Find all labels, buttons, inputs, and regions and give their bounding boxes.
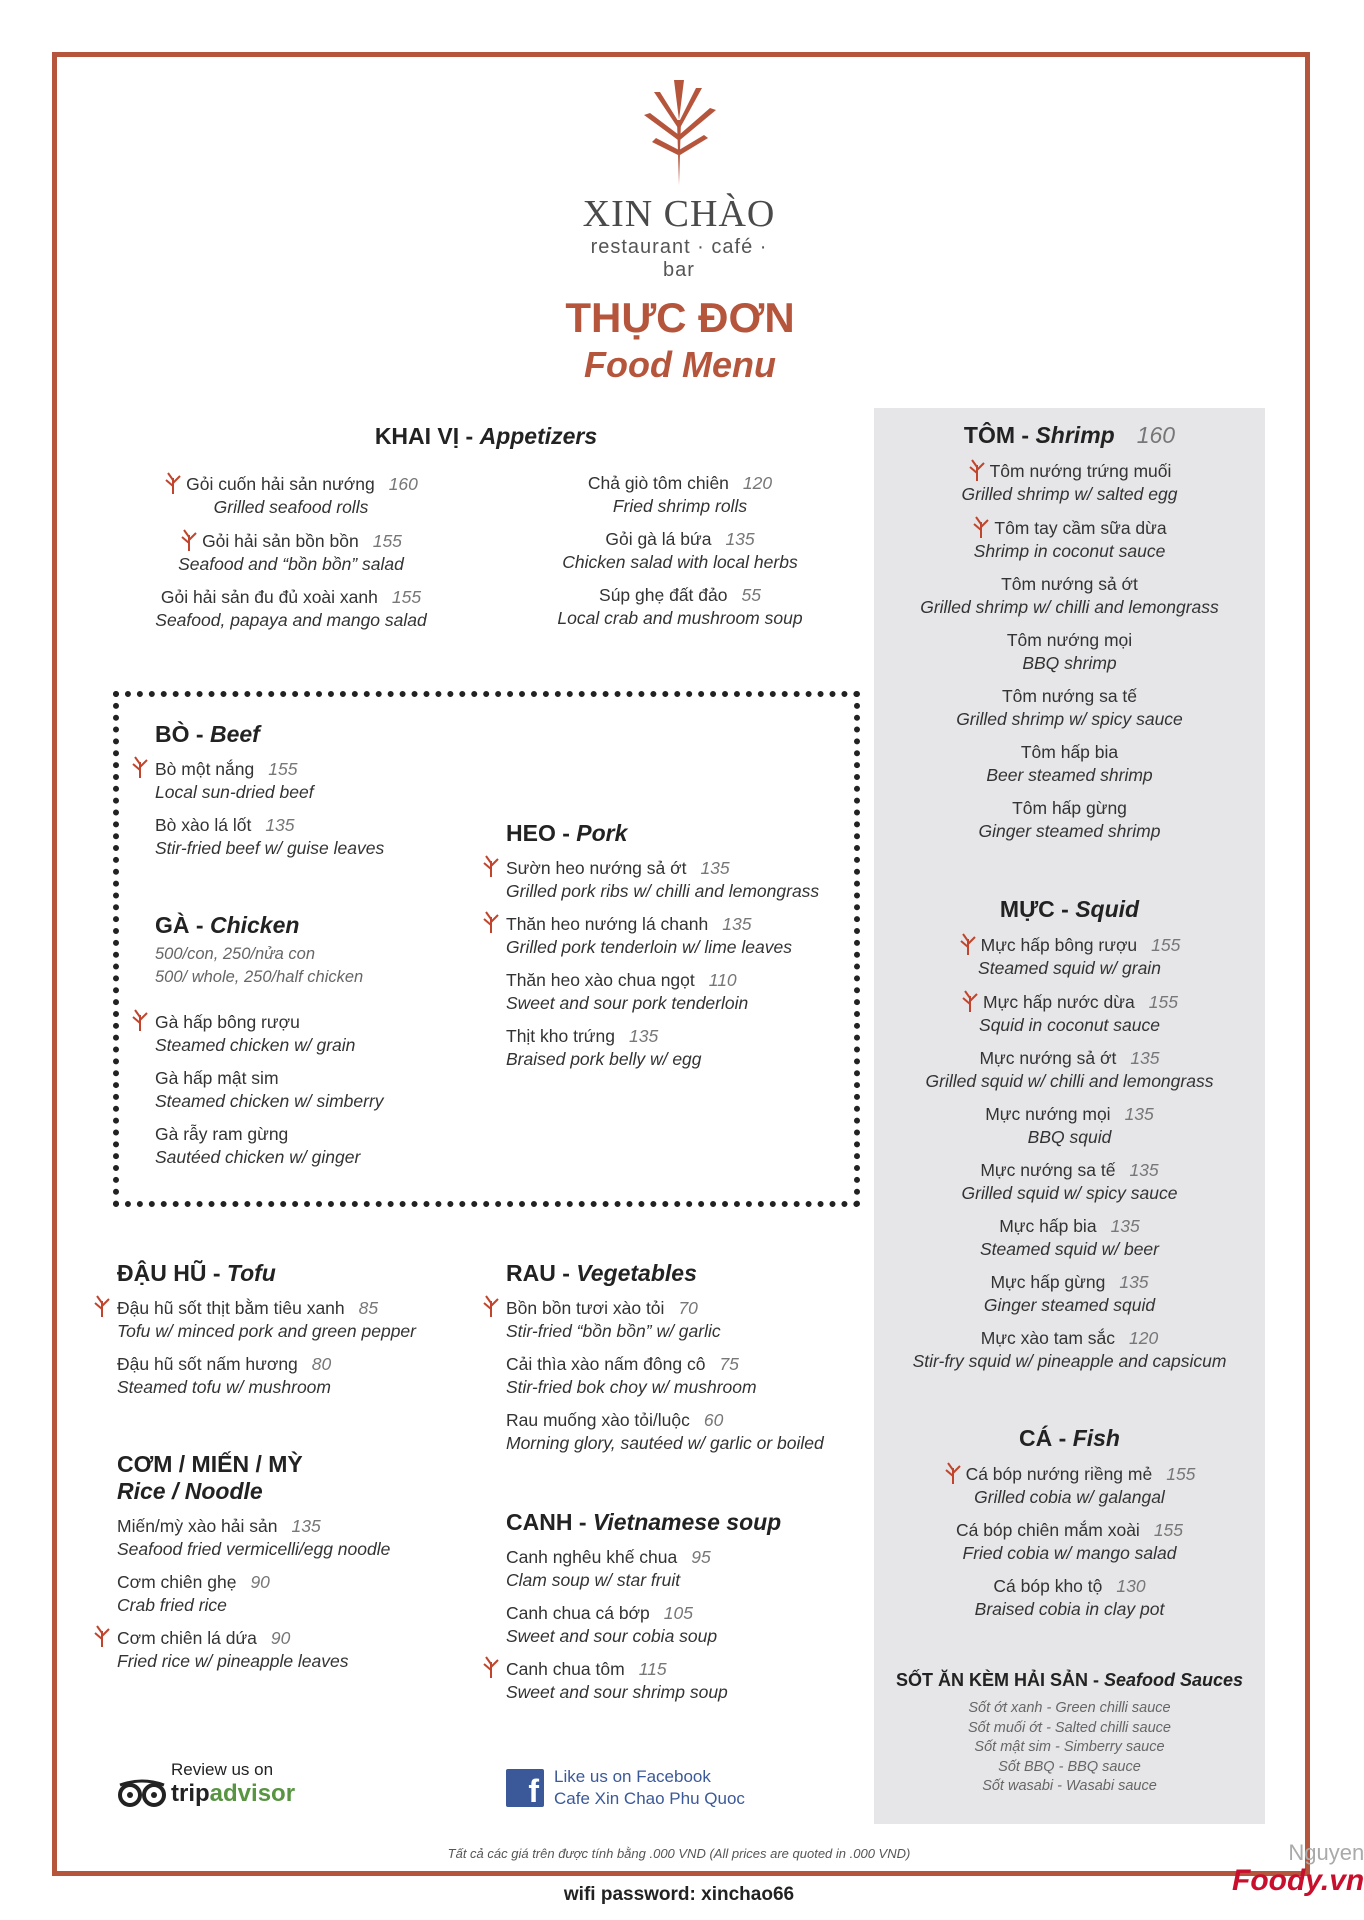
section-heading <box>506 1509 846 1536</box>
item-description: Sautéed chicken w/ ginger <box>155 1147 361 1167</box>
chili-icon <box>959 933 977 955</box>
menu-item <box>884 1215 1255 1261</box>
item-description: Crab fried rice <box>117 1595 227 1615</box>
heading-vi: KHAI VỊ - <box>374 423 480 449</box>
item-description: Sweet and sour pork tenderloin <box>506 993 749 1013</box>
menu-item <box>117 1297 457 1343</box>
menu-item <box>884 1462 1255 1509</box>
item-description: Sweet and sour shrimp soup <box>506 1682 728 1702</box>
heading-vi: CANH - <box>506 1509 593 1535</box>
item-price: 75 <box>719 1354 739 1374</box>
chili-icon <box>93 1625 111 1647</box>
menu-item <box>111 472 471 519</box>
owl-icon <box>117 1780 167 1808</box>
review-us-text: Review us on <box>171 1760 274 1779</box>
item-description: Beer steamed shrimp <box>986 765 1153 785</box>
item-price: 110 <box>708 970 737 990</box>
menu-item <box>884 1519 1255 1565</box>
item-name: Súp ghẹ đất đảo <box>599 585 728 605</box>
item-list <box>117 1297 457 1399</box>
item-price: 135 <box>722 914 752 934</box>
chili-icon <box>131 756 149 778</box>
item-description: Local crab and mushroom soup <box>557 608 803 628</box>
menu-item <box>155 758 475 804</box>
item-name: Miến/mỳ xào hải sản <box>117 1516 278 1536</box>
item-name: Tôm tay cầm sữa dừa <box>994 518 1167 538</box>
facebook-link[interactable] <box>506 1766 745 1810</box>
menu-item <box>506 969 846 1015</box>
menu-item <box>500 472 860 518</box>
item-name: Bò một nắng <box>155 759 255 779</box>
section-tofu <box>117 1260 457 1409</box>
item-description: Fried shrimp rolls <box>612 496 748 516</box>
item-price: 55 <box>741 585 761 605</box>
item-price: 135 <box>700 858 730 878</box>
item-list <box>111 472 471 632</box>
item-description: Stir-fried bok choy w/ mushroom <box>506 1377 757 1397</box>
note-vi: 500/con, 250/nửa con <box>155 945 315 963</box>
heading-en: Rice / Noodle <box>117 1478 263 1504</box>
item-description: BBQ squid <box>1027 1127 1112 1147</box>
sauce-item: Sốt wasabi - Wasabi sauce <box>982 1778 1157 1794</box>
section-vegetables <box>506 1260 846 1465</box>
item-name: Bồn bồn tươi xào tỏi <box>506 1298 665 1318</box>
item-name: Cải thìa xào nấm đông cô <box>506 1354 706 1374</box>
foody-watermark <box>1232 1840 1364 1896</box>
item-description: Morning glory, sautéed w/ garlic or boiled <box>506 1433 824 1453</box>
item-list <box>117 1515 457 1673</box>
item-description: Seafood, papaya and mango salad <box>155 610 427 630</box>
item-name: Đậu hũ sốt thịt bằm tiêu xanh <box>117 1298 345 1318</box>
logo <box>579 80 779 282</box>
sauce-item: Sốt BBQ - BBQ sauce <box>998 1758 1141 1775</box>
heading-en: Vietnamese soup <box>592 1509 782 1535</box>
item-name: Canh chua tôm <box>506 1659 625 1679</box>
item-price: 135 <box>291 1516 321 1536</box>
item-name: Canh chua cá bớp <box>506 1603 650 1623</box>
heading-vi: MỰC - <box>999 896 1076 922</box>
heading-vi: CƠM / MIẾN / MỲ <box>117 1451 303 1477</box>
menu-item <box>884 1103 1255 1149</box>
menu-item <box>884 741 1255 787</box>
item-description: Grilled pork ribs w/ chilli and lemongrass <box>506 881 820 901</box>
tripadvisor-logo: tripadvisor <box>117 1780 295 1808</box>
item-name: Thăn heo nướng lá chanh <box>506 914 709 934</box>
heading-vi: GÀ - <box>155 912 210 938</box>
item-name: Thịt kho trứng <box>506 1026 615 1046</box>
item-name: Canh nghêu khế chua <box>506 1547 678 1567</box>
menu-item <box>506 1658 846 1704</box>
menu-item <box>117 1627 457 1673</box>
menu-item <box>506 1353 846 1399</box>
item-list <box>506 857 846 1071</box>
item-price: 155 <box>268 759 298 779</box>
heading-vi: RAU - <box>506 1260 577 1286</box>
section-chicken <box>155 912 475 1179</box>
item-price: 155 <box>1153 1520 1184 1540</box>
menu-item <box>500 584 860 630</box>
menu-item <box>884 1575 1255 1621</box>
menu-item <box>506 857 846 903</box>
section-beef <box>155 721 475 870</box>
item-price: 135 <box>265 815 295 835</box>
menu-item <box>884 797 1255 843</box>
heading-vi: BÒ - <box>155 721 210 747</box>
item-list <box>155 758 475 860</box>
menu-item <box>117 1571 457 1617</box>
section-shrimp <box>884 422 1255 853</box>
item-price: 105 <box>663 1603 693 1623</box>
menu-item <box>500 528 860 574</box>
item-name: Mực hấp nước dừa <box>983 992 1135 1012</box>
chili-icon <box>164 472 182 494</box>
item-description: Grilled shrimp w/ chilli and lemongrass <box>920 597 1219 617</box>
chili-icon <box>482 911 500 933</box>
item-description: Fried rice w/ pineapple leaves <box>117 1651 349 1671</box>
item-name: Gà rẫy ram gừng <box>155 1124 289 1144</box>
menu-item <box>884 629 1255 675</box>
facebook-icon: f <box>506 1769 544 1807</box>
item-name: Rau muống xào tỏi/luộc <box>506 1410 690 1430</box>
item-price: 135 <box>1124 1104 1154 1124</box>
item-description: Ginger steamed squid <box>983 1295 1156 1315</box>
item-description: Grilled shrimp w/ salted egg <box>961 484 1178 504</box>
item-price: 80 <box>311 1354 332 1374</box>
item-price: 90 <box>270 1628 291 1648</box>
item-description: Clam soup w/ star fruit <box>506 1570 681 1590</box>
item-name: Mực xào tam sắc <box>980 1328 1116 1348</box>
item-description: Grilled squid w/ spicy sauce <box>961 1183 1178 1203</box>
chili-icon <box>482 1656 500 1678</box>
item-price: 155 <box>372 531 402 551</box>
section-heading <box>506 820 846 847</box>
brand-name: XIN CHÀO <box>582 193 776 235</box>
chili-icon <box>482 855 500 877</box>
item-name: Gỏi hải sản bồn bồn <box>202 531 359 551</box>
heading-en: Fish <box>1072 1425 1120 1451</box>
title-vi: THỰC ĐƠN <box>565 294 795 341</box>
item-price: 85 <box>358 1298 379 1318</box>
item-name: Cơm chiên lá dứa <box>117 1628 257 1648</box>
chili-icon <box>180 529 198 551</box>
item-price: 135 <box>1110 1216 1140 1236</box>
item-name: Cơm chiên ghẹ <box>117 1572 237 1592</box>
item-price: 120 <box>742 473 773 493</box>
chili-icon <box>961 990 979 1012</box>
item-price: 70 <box>678 1298 698 1318</box>
section-soup <box>506 1509 846 1714</box>
price-note: Tất cả các giá trên được tính bằng .000 VND (All prices are quoted in .000 VND) <box>447 1846 911 1861</box>
watermark-site: Foody.vn <box>1232 1864 1364 1897</box>
item-list <box>500 472 860 630</box>
brand-tagline: restaurant · café · bar <box>590 236 768 281</box>
note-en: 500/ whole, 250/half chicken <box>155 968 364 986</box>
item-name: Cá bóp kho tộ <box>993 1576 1103 1596</box>
appetizers-heading <box>286 423 686 450</box>
heading-en: Shrimp <box>1035 422 1115 448</box>
item-description: Chicken salad with local herbs <box>562 552 798 572</box>
item-name: Tôm hấp bia <box>1020 742 1119 762</box>
item-description: Seafood and “bồn bồn” salad <box>178 554 404 574</box>
section-heading <box>117 1260 457 1287</box>
item-description: Stir-fry squid w/ pineapple and capsicum <box>912 1351 1227 1371</box>
facebook-line1: Like us on Facebook <box>554 1767 711 1786</box>
heading-vi: ĐẬU HŨ - <box>117 1260 227 1286</box>
item-price: 115 <box>638 1659 667 1679</box>
item-name: Tôm nướng trứng muối <box>989 461 1172 481</box>
sauce-list <box>884 1699 1255 1797</box>
item-price: 90 <box>250 1572 270 1592</box>
menu-item <box>506 1602 846 1648</box>
item-price: 155 <box>1148 992 1178 1012</box>
chili-icon <box>482 1295 500 1317</box>
item-list <box>506 1297 846 1455</box>
menu-item <box>506 1025 846 1071</box>
item-name: Gà hấp mật sim <box>155 1068 279 1088</box>
item-name: Tôm nướng mọi <box>1006 630 1133 650</box>
item-name: Mực nướng sả ớt <box>979 1048 1117 1068</box>
chili-icon <box>93 1295 111 1317</box>
item-description: Grilled seafood rolls <box>213 497 369 517</box>
item-price: 160 <box>388 474 418 494</box>
menu-item <box>506 1409 846 1455</box>
heading-en: Appetizers <box>479 423 598 449</box>
menu-item <box>884 933 1255 980</box>
item-price: 60 <box>703 1410 724 1430</box>
menu-item <box>884 1327 1255 1373</box>
heading-en: Tofu <box>226 1260 276 1286</box>
item-description: Steamed squid w/ grain <box>978 958 1161 978</box>
item-price: 155 <box>1151 935 1181 955</box>
item-name: Tôm nướng sả ớt <box>1001 574 1138 594</box>
menu-item <box>884 1271 1255 1317</box>
section-heading <box>884 896 1255 923</box>
item-price: 130 <box>1116 1576 1146 1596</box>
menu-item <box>155 814 475 860</box>
item-name: Cá bóp chiên mắm xoài <box>955 1520 1140 1540</box>
item-name: Gỏi hải sản đu đủ xoài xanh <box>160 587 378 607</box>
item-name: Gỏi cuốn hải sản nướng <box>186 474 375 494</box>
item-description: Grilled pork tenderloin w/ lime leaves <box>506 937 792 957</box>
item-price: 135 <box>1129 1160 1159 1180</box>
section-heading <box>884 422 1255 449</box>
menu-item <box>117 1353 457 1399</box>
heading-en: Beef <box>209 721 260 747</box>
appetizers-left <box>111 462 471 642</box>
heading-en: Vegetables <box>576 1260 697 1286</box>
item-price: 95 <box>691 1547 711 1567</box>
menu-item <box>155 1123 475 1169</box>
menu-item <box>506 913 846 959</box>
wifi-password: wifi password: xinchao66 <box>563 1884 795 1905</box>
item-description: Local sun-dried beef <box>155 782 314 802</box>
item-description: Stir-fried “bồn bồn” w/ garlic <box>506 1321 721 1341</box>
menu-item <box>884 1047 1255 1093</box>
item-name: Sườn heo nướng sả ớt <box>506 858 687 878</box>
section-sauces <box>884 1670 1255 1797</box>
item-name: Đậu hũ sốt nấm hương <box>117 1354 298 1374</box>
item-list <box>884 459 1255 843</box>
menu-item <box>117 1515 457 1561</box>
item-description: Tofu w/ minced pork and green pepper <box>117 1321 416 1341</box>
watermark-user: Nguyen <box>1288 1840 1364 1865</box>
item-name: Cá bóp nướng riềng mẻ <box>965 1464 1153 1484</box>
item-price: 135 <box>1119 1272 1149 1292</box>
menu-item <box>884 1159 1255 1205</box>
sauce-item: Sốt muối ớt - Salted chilli sauce <box>968 1719 1171 1736</box>
menu-title <box>430 294 930 386</box>
item-description: Grilled cobia w/ galangal <box>974 1487 1165 1507</box>
item-list <box>506 1546 846 1704</box>
heading-en: Chicken <box>209 912 300 938</box>
item-name: Bò xào lá lốt <box>155 815 252 835</box>
item-description: Steamed chicken w/ simberry <box>155 1091 384 1111</box>
title-en: Food Menu <box>584 344 776 385</box>
item-description: Braised pork belly w/ egg <box>506 1049 702 1069</box>
menu-item <box>884 573 1255 619</box>
item-list <box>884 1462 1255 1621</box>
menu-item <box>884 990 1255 1037</box>
item-name: Chả giò tôm chiên <box>587 473 729 493</box>
heading-vi: SỐT ĂN KÈM HẢI SẢN - <box>895 1670 1104 1690</box>
heading-en: Seafood Sauces <box>1103 1670 1244 1690</box>
heading-vi: HEO - <box>506 820 577 846</box>
section-squid <box>884 896 1255 1383</box>
item-name: Mực nướng mọi <box>985 1104 1111 1124</box>
section-pork <box>506 820 846 1081</box>
menu-item <box>884 516 1255 563</box>
chili-icon <box>968 459 986 481</box>
item-description: Braised cobia in clay pot <box>974 1599 1165 1619</box>
section-heading <box>155 912 475 939</box>
item-description: Grilled squid w/ chilli and lemongrass <box>925 1071 1214 1091</box>
section-fish <box>884 1425 1255 1631</box>
item-description: Squid in coconut sauce <box>979 1015 1160 1035</box>
item-price: 135 <box>628 1026 659 1046</box>
heliconia-flower-icon <box>634 80 724 185</box>
item-description: Steamed chicken w/ grain <box>155 1035 356 1055</box>
menu-item <box>884 459 1255 506</box>
heading-en: Squid <box>1075 896 1140 922</box>
section-price: 160 <box>1136 422 1176 448</box>
section-heading <box>155 721 475 748</box>
heading-vi: CÁ - <box>1019 1425 1073 1451</box>
appetizers-right <box>500 462 860 640</box>
facebook-line2: Cafe Xin Chao Phu Quoc <box>554 1789 745 1808</box>
item-list <box>155 1011 475 1169</box>
item-description: BBQ shrimp <box>1022 653 1117 673</box>
heading-en: Pork <box>576 820 628 846</box>
item-price: 120 <box>1129 1328 1159 1348</box>
item-name: Gỏi gà lá bứa <box>605 529 712 549</box>
chili-icon <box>131 1009 149 1031</box>
item-description: Grilled shrimp w/ spicy sauce <box>956 709 1183 729</box>
item-name: Mực hấp bông rượu <box>980 935 1138 955</box>
menu-item <box>155 1011 475 1057</box>
section-heading <box>117 1451 457 1505</box>
chili-icon <box>972 516 990 538</box>
menu-item <box>111 586 471 632</box>
item-name: Mực nướng sa tế <box>980 1160 1116 1180</box>
item-description: Stir-fried beef w/ guise leaves <box>155 838 385 858</box>
item-price: 135 <box>725 529 755 549</box>
chili-icon <box>944 1462 962 1484</box>
heading-vi: TÔM - <box>963 422 1036 448</box>
item-description: Ginger steamed shrimp <box>978 821 1161 841</box>
item-description: Fried cobia w/ mango salad <box>962 1543 1177 1563</box>
item-price: 135 <box>1130 1048 1160 1068</box>
section-heading <box>506 1260 846 1287</box>
item-name: Tôm hấp gừng <box>1012 798 1127 818</box>
item-name: Mực hấp bia <box>999 1216 1097 1236</box>
menu-item <box>884 685 1255 731</box>
menu-item <box>506 1297 846 1343</box>
section-heading <box>884 1425 1255 1452</box>
item-price: 155 <box>1166 1464 1196 1484</box>
item-name: Mực hấp gừng <box>990 1272 1106 1292</box>
item-price: 155 <box>391 587 422 607</box>
section-rice <box>117 1451 457 1683</box>
menu-item <box>111 529 471 576</box>
tripadvisor-badge[interactable] <box>117 1760 295 1808</box>
item-description: Sweet and sour cobia soup <box>506 1626 718 1646</box>
item-description: Seafood fried vermicelli/egg noodle <box>117 1539 391 1559</box>
item-description: Shrimp in coconut sauce <box>973 541 1166 561</box>
menu-item <box>155 1067 475 1113</box>
item-name: Gà hấp bông rượu <box>155 1012 300 1032</box>
item-name: Tôm nướng sa tế <box>1001 686 1138 706</box>
sauce-item: Sốt ớt xanh - Green chilli sauce <box>968 1700 1171 1716</box>
item-description: Steamed tofu w/ mushroom <box>117 1377 331 1397</box>
item-description: Steamed squid w/ beer <box>980 1239 1159 1259</box>
sauce-item: Sốt mật sim - Simberry sauce <box>974 1739 1165 1755</box>
menu-item <box>506 1546 846 1592</box>
item-name: Thăn heo xào chua ngọt <box>506 970 695 990</box>
item-list <box>884 933 1255 1373</box>
